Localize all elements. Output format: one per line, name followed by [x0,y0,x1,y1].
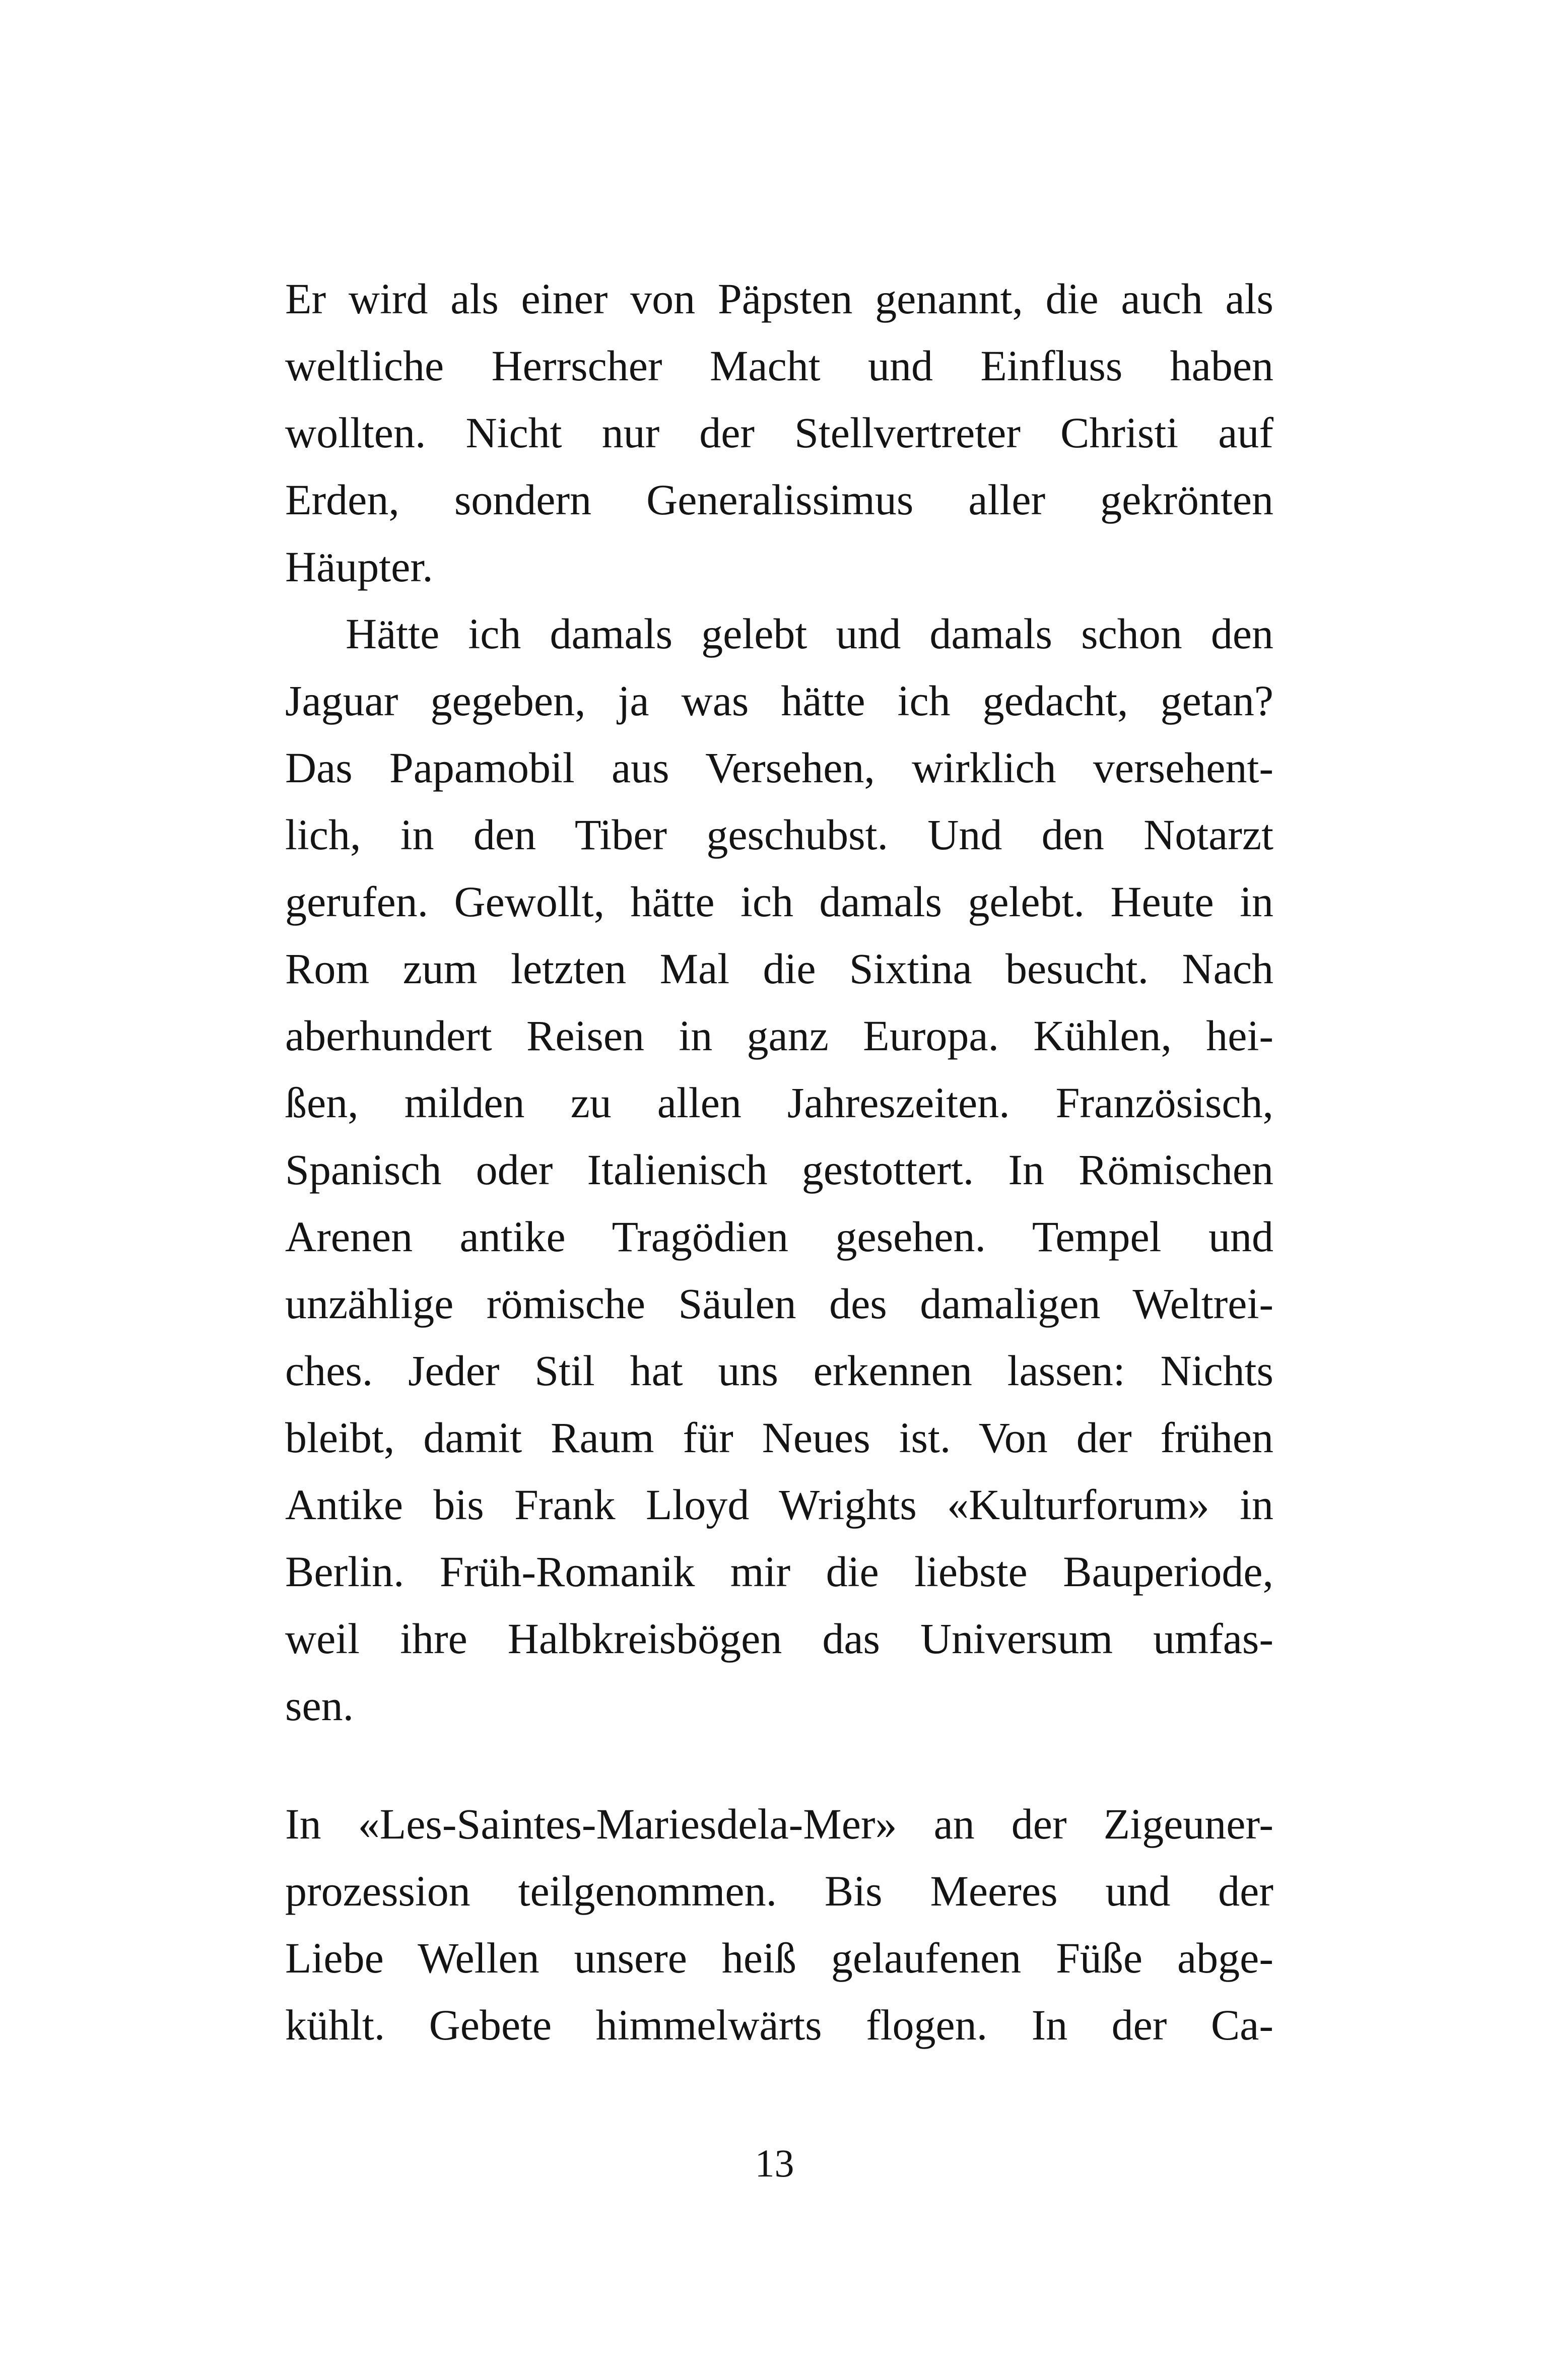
text-line: weltliche Herrscher Macht und Einfluss haben [285,342,1273,390]
text-line: Häupter. [285,542,433,591]
text-line: ches. Jeder Stil hat uns erkennen lassen: Nichts [285,1346,1273,1395]
text-line: gerufen. Gewollt, hätte ich damals gelebt. Heute in [285,877,1273,926]
text-line: Er wird als einer von Päpsten genannt, die auch als [285,275,1273,323]
text-line: Arenen antike Tragödien gesehen. Tempel und [285,1212,1273,1261]
text-line: unzählige römische Säulen des damaligen Weltrei- [285,1279,1273,1328]
text-line: lich, in den Tiber geschubst. Und den Notarzt [285,810,1273,859]
text-line: Erden, sondern Generalissimus aller gekrönten [285,475,1273,524]
text-line: bleibt, damit Raum für Neues ist. Von der frühen [285,1413,1273,1462]
text-line: Liebe Wellen unsere heiß gelaufenen Füße abge- [285,1934,1273,1982]
text-block-2 [285,1791,1273,2059]
text-line: Hätte ich damals gelebt und damals schon den [346,609,1273,658]
text-line: kühlt. Gebete himmelwärts flogen. In der Ca- [285,2001,1273,2049]
text-line: Rom zum letzten Mal die Sixtina besucht. Nach [285,944,1273,993]
text-line: ßen, milden zu allen Jahreszeiten. Französisch, [285,1078,1273,1127]
text-line: weil ihre Halbkreisbögen das Universum umfas- [285,1614,1273,1663]
page-number: 13 [755,2141,794,2185]
text-block-1 [285,265,1273,1739]
text-line: prozession teilgenommen. Bis Meeres und der [285,1867,1273,1915]
text-line: wollten. Nicht nur der Stellvertreter Christi auf [285,409,1273,457]
text-line: sen. [285,1681,354,1730]
text-line: Spanisch oder Italienisch gestottert. In Römischen [285,1145,1273,1194]
text-line: aberhundert Reisen in ganz Europa. Kühlen, hei- [285,1011,1273,1060]
text-line: In «Les-Saintes-Mariesdela-Mer» an der Zigeuner- [285,1800,1273,1848]
text-line: Antike bis Frank Lloyd Wrights «Kulturforum» in [285,1480,1273,1529]
text-line: Jaguar gegeben, ja was hätte ich gedacht, getan? [285,676,1273,725]
text-line: Das Papamobil aus Versehen, wirklich versehent- [285,743,1273,792]
text-line: Berlin. Früh-Romanik mir die liebste Bauperiode, [285,1547,1273,1596]
